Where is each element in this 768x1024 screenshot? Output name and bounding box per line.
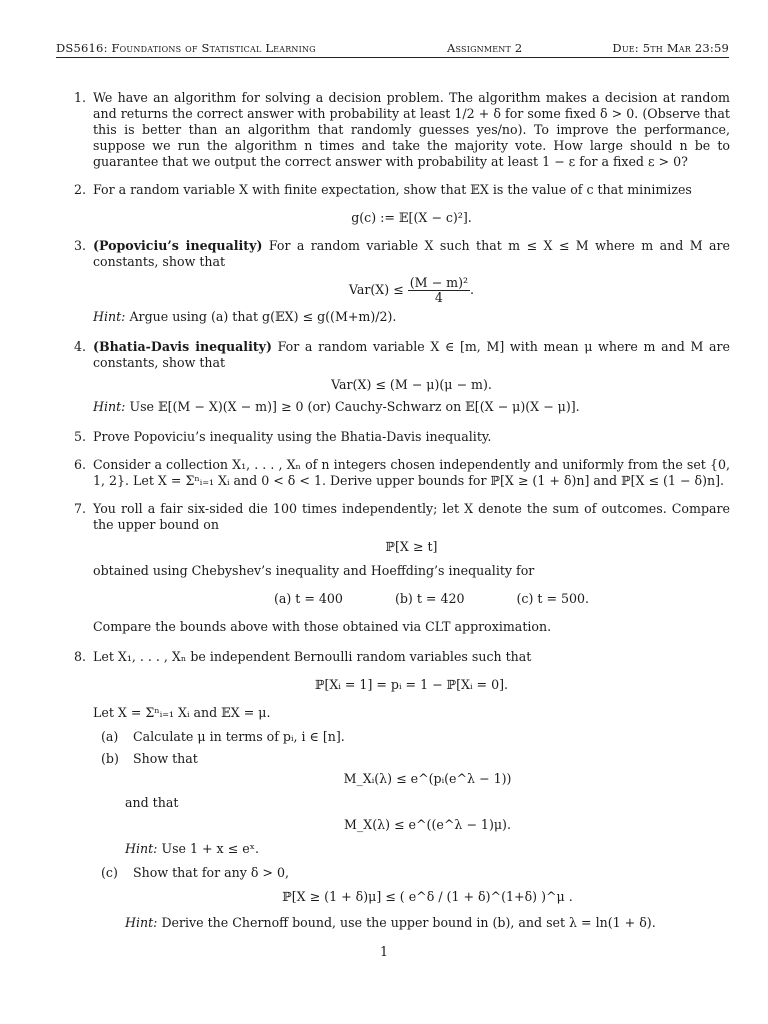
page-number: 1	[379, 944, 388, 959]
problem-text-continued: Let X = Σⁿᵢ₌₁ Xᵢ and 𝔼X = μ.	[93, 705, 271, 720]
display-equation: ℙ[Xᵢ = 1] = pᵢ = 1 − ℙ[Xᵢ = 0].	[314, 677, 509, 692]
problem-7	[74, 501, 730, 635]
problem-4	[74, 339, 730, 415]
display-equation: M_Xᵢ(λ) ≤ e^(pᵢ(e^λ − 1))	[343, 771, 512, 786]
display-equation: Var(X) ≤ $\frac{\text{(M − m)²}}{4}$ .	[348, 275, 475, 305]
hint	[93, 309, 730, 325]
page-header	[56, 40, 729, 56]
display-equation: Var(X) ≤ (M − μ)(μ − m).	[331, 377, 492, 392]
problem-number: 6.	[74, 457, 87, 472]
problem-text: Let X₁, . . . , Xₙ be independent Bernoulli random variables such that	[93, 649, 532, 664]
problem-3	[74, 238, 730, 325]
problem-title: (Bhatia-Davis inequality)	[93, 339, 272, 354]
course-title: DS5616: Foundations of Statistical Learning	[56, 41, 316, 55]
display-equation: ℙ[X ≥ (1 + δ)μ] ≤ ( e^δ / (1 + δ)^(1+δ) )^μ .	[282, 889, 573, 904]
fraction-denominator: 4	[434, 290, 443, 305]
problem-number: 8.	[74, 649, 87, 664]
problem-8	[74, 649, 730, 931]
problem-number: 7.	[74, 501, 87, 516]
equation-lhs: Var(X) ≤	[348, 282, 404, 297]
problem-number: 3.	[74, 238, 87, 253]
problem-text: Consider a collection X₁, . . . , Xₙ of n integers chosen independently and uniformly from the set {0, 1, 2}. Let X = Σⁿᵢ₌₁ Xᵢ and 0 < δ < 1. Derive upper bounds for ℙ[X ≥ (1 + δ)n] and ℙ[X ≤ (1 − δ)n].	[93, 457, 730, 488]
subpart-text: Show that	[133, 751, 198, 766]
hint-text: Use 1 + x ≤ eˣ.	[161, 841, 260, 856]
problem-text-closing: Compare the bounds above with those obtained via CLT approximation.	[93, 619, 552, 634]
hint-text: Derive the Chernoff bound, use the upper bound in (b), and set λ = ln(1 + δ).	[161, 915, 656, 930]
subpart-b	[101, 751, 730, 857]
hint	[125, 915, 730, 931]
problem-5	[74, 429, 730, 445]
problem-text: Prove Popoviciu’s inequality using the Bhatia-Davis inequality.	[93, 429, 492, 444]
problem-list	[0, 90, 768, 931]
hint-text: Use 𝔼[(M − X)(X − m)] ≥ 0 (or) Cauchy-Schwarz on 𝔼[(X − μ)(X − μ)].	[129, 399, 580, 414]
fraction	[408, 276, 470, 305]
display-equation-2: M_X(λ) ≤ e^((e^λ − 1)μ).	[344, 817, 511, 832]
hint	[125, 841, 730, 857]
problem-2	[74, 182, 730, 226]
problem-text: For a random variable X such that m ≤ X ≤ M where m and M are constants, show that	[93, 238, 730, 269]
problem-number: 1.	[74, 90, 87, 105]
subpart-a	[101, 729, 730, 745]
subpart-text-continued: and that	[125, 795, 179, 810]
subpart-label: (a)	[101, 729, 119, 744]
header-rule	[56, 57, 729, 58]
problem-number: 4.	[74, 339, 87, 354]
assignment-label: Assignment 2	[447, 41, 523, 55]
subpart-label: (c)	[101, 865, 118, 880]
subpart-text: Calculate μ in terms of pᵢ, i ∈ [n].	[133, 729, 345, 744]
option-a: (a) t = 400	[273, 591, 343, 606]
display-equation: g(c) := 𝔼[(X − c)²].	[351, 210, 472, 225]
due-date: Due: 5th Mar 23:59	[612, 41, 729, 55]
hint-text: Argue using (a) that g(𝔼X) ≤ g((M+m)/2).	[129, 309, 397, 324]
display-equation: ℙ[X ≥ t]	[385, 539, 438, 554]
problem-1	[74, 90, 730, 170]
hint-label: Hint:	[125, 841, 158, 856]
subpart-text: Show that for any δ > 0,	[133, 865, 290, 880]
hint	[93, 399, 730, 415]
subpart-label: (b)	[101, 751, 119, 766]
problem-text: We have an algorithm for solving a decision problem. The algorithm makes a decision at random and returns the correct answer with probability at least 1/2 + δ for some fixed δ > 0. (Observe that this is better than an algorithm that randomly guesses yes/no). To improve the performance, suppose we run the algorithm n times and take the majority vote. How large should n be to guarantee that we output the correct answer with probability at least 1 − ε for a fixed ε > 0?	[93, 90, 730, 169]
subpart-c	[101, 865, 730, 931]
problem-number: 5.	[74, 429, 87, 444]
t-options	[133, 591, 730, 607]
option-c: (c) t = 500.	[516, 591, 590, 606]
hint-label: Hint:	[93, 309, 126, 324]
problem-text-continued: obtained using Chebyshev’s inequality and Hoeffding’s inequality for	[93, 563, 535, 578]
problem-title: (Popoviciu’s inequality)	[93, 238, 263, 253]
fraction-numerator: (M − m)²	[409, 275, 469, 290]
hint-label: Hint:	[93, 399, 126, 414]
problem-6	[74, 457, 730, 489]
problem-text: You roll a fair six-sided die 100 times independently; let X denote the sum of outcomes. Compare the upper bound on	[93, 501, 730, 532]
problem-text: For a random variable X with finite expectation, show that 𝔼X is the value of c that minimizes	[93, 182, 692, 197]
option-b: (b) t = 420	[394, 591, 465, 606]
hint-label: Hint:	[125, 915, 158, 930]
problem-number: 2.	[74, 182, 87, 197]
problem-text: For a random variable X ∈ [m, M] with mean μ where m and M are constants, show that	[93, 339, 730, 370]
